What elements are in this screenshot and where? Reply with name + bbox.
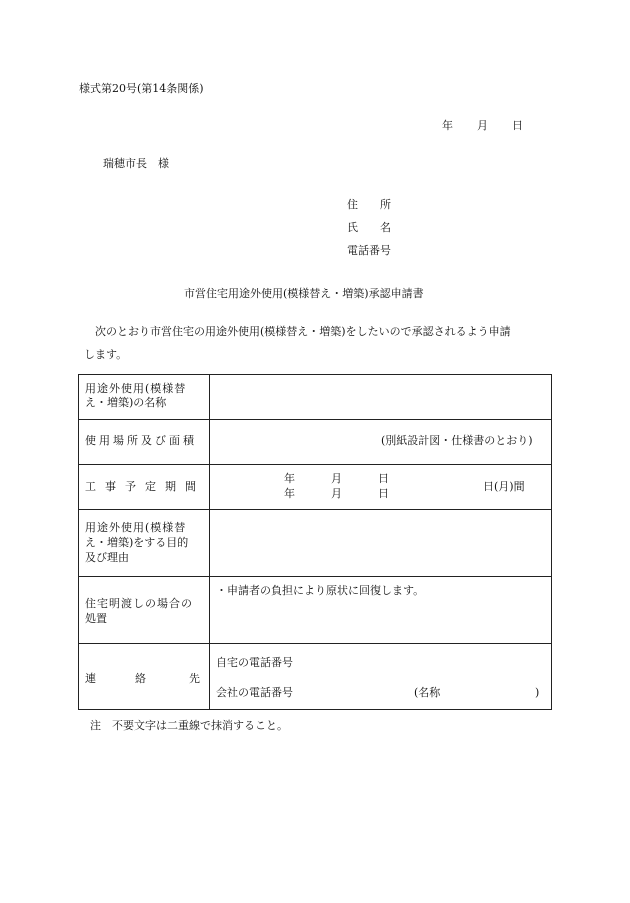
row-divider [79, 576, 551, 577]
date-year-label: 年 [442, 119, 453, 132]
name-label: 氏 名 [347, 221, 391, 234]
row1-label-line2: え・増築)の名称 [85, 396, 167, 409]
end-year: 年 [284, 487, 295, 500]
row6-label-char3: 先 [189, 672, 200, 685]
company-name-label: (名称 [414, 686, 441, 699]
application-table [78, 374, 552, 710]
row4-label-line2: え・増築)をする目的 [85, 536, 189, 549]
row-divider [79, 464, 551, 465]
row4-label-line1: 用途外使用(模様替 [85, 521, 187, 534]
body-line-1: 次のとおり市営住宅の用途外使用(模様替え・増築)をしたいので承認されるよう申請 [95, 325, 511, 338]
end-day: 日 [378, 487, 389, 500]
row5-label-line2: 処置 [85, 612, 107, 625]
row2-label: 使用場所及び面積 [85, 434, 197, 447]
row4-label-line3: 及び理由 [85, 551, 129, 564]
row2-value: (別紙設計図・仕様書のとおり) [381, 434, 533, 447]
addressee: 瑞穂市長 様 [103, 157, 169, 170]
home-phone-label: 自宅の電話番号 [216, 656, 293, 669]
work-phone-label: 会社の電話番号 [216, 686, 293, 699]
row6-label-char1: 連 [85, 672, 96, 685]
row1-label-line1: 用途外使用(模様替 [85, 382, 187, 395]
date-month-label: 月 [477, 119, 488, 132]
row3-label: 工事予定期間 [85, 480, 205, 493]
form-number: 様式第20号(第14条関係) [79, 82, 204, 95]
row-divider [79, 419, 551, 420]
date-day-label: 日 [512, 119, 523, 132]
row5-value: ・申請者の負担により原状に回復します。 [216, 584, 425, 597]
row-divider [79, 509, 551, 510]
start-day: 日 [378, 472, 389, 485]
duration-label: 日(月)間 [483, 480, 525, 493]
address-label: 住 所 [347, 198, 391, 211]
footnote: 注 不要文字は二重線で抹消すること。 [90, 719, 288, 732]
row5-label-line1: 住宅明渡しの場合の [85, 597, 193, 610]
body-line-2: します。 [84, 348, 128, 361]
start-month: 月 [331, 472, 342, 485]
phone-label: 電話番号 [347, 244, 391, 257]
table-column-divider [209, 375, 210, 709]
company-name-close: ) [535, 686, 540, 699]
document-title: 市営住宅用途外使用(模様替え・増築)承認申請書 [184, 287, 424, 300]
row-divider [79, 643, 551, 644]
end-month: 月 [331, 487, 342, 500]
start-year: 年 [284, 472, 295, 485]
row6-label-char2: 絡 [135, 672, 146, 685]
